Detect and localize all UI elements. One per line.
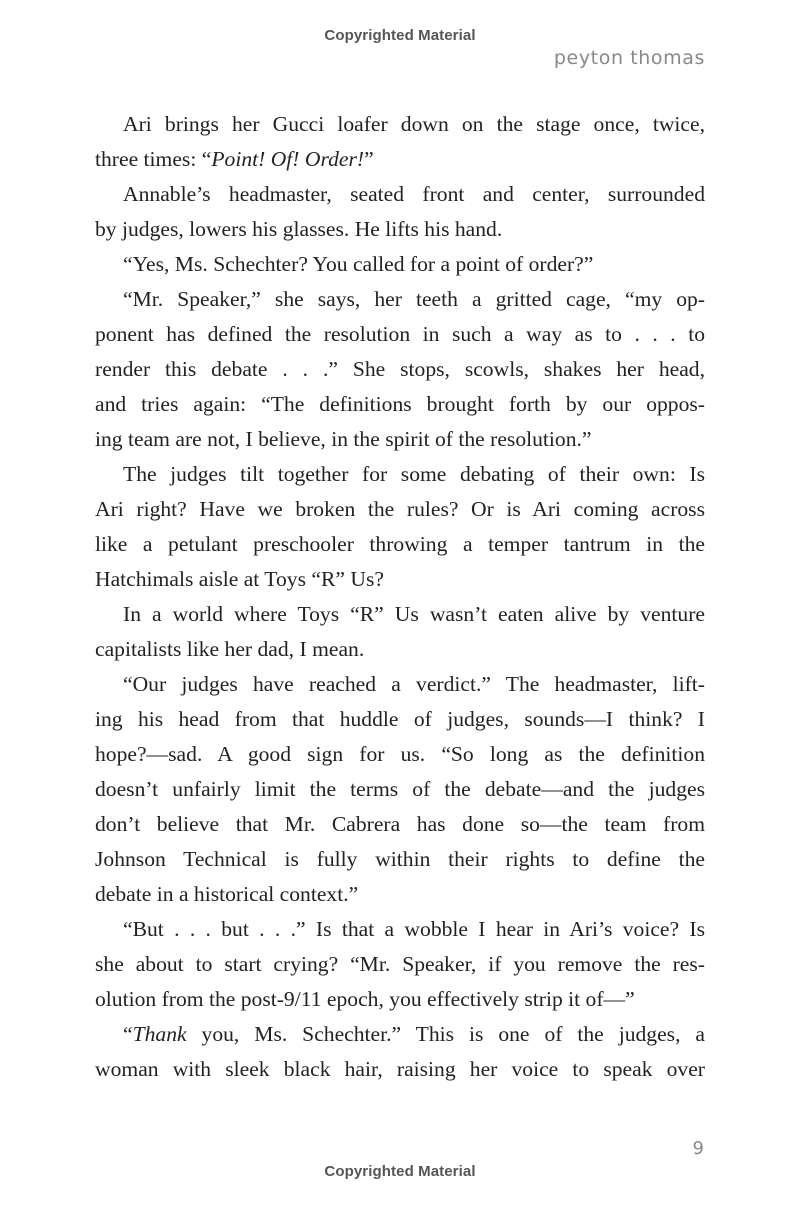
text-line — [95, 107, 705, 142]
text-segment: debate in a historical context.” — [95, 882, 359, 906]
text-line — [95, 527, 705, 562]
text-segment: “Our judges have reached a verdict.” The headmaster, lift- — [123, 672, 705, 696]
text-line — [95, 597, 705, 632]
text-line — [95, 947, 705, 982]
text-line — [95, 177, 705, 212]
text-line — [95, 387, 705, 422]
text-segment: three times: “ — [95, 147, 212, 171]
text-line — [95, 807, 705, 842]
text-segment: Hatchimals aisle at Toys “R” Us? — [95, 567, 384, 591]
text-segment: hope?—sad. A good sign for us. “So long as the definition — [95, 742, 705, 766]
copyright-notice-bottom: Copyrighted Material — [324, 1163, 476, 1180]
text-segment: Ari brings her Gucci loafer down on the stage once, twice, — [123, 112, 705, 136]
copyright-notice-top: Copyrighted Material — [324, 27, 476, 44]
text-segment: doesn’t unfairly limit the terms of the debate—and the judges — [95, 777, 705, 801]
text-segment: don’t believe that Mr. Cabrera has done so—the team from — [95, 812, 705, 836]
text-segment: In a world where Toys “R” Us wasn’t eaten alive by venture — [123, 602, 705, 626]
text-line — [95, 282, 705, 317]
text-line — [95, 772, 705, 807]
text-segment: “Yes, Ms. Schechter? You called for a point of order?” — [123, 252, 594, 276]
text-line — [95, 457, 705, 492]
body-text — [95, 107, 705, 1087]
text-segment: like a petulant preschooler throwing a temper tantrum in the — [95, 532, 705, 556]
text-line — [95, 842, 705, 877]
text-line — [95, 667, 705, 702]
text-line — [95, 317, 705, 352]
italic-text: Point! Of! Order! — [211, 147, 365, 171]
text-segment: “ — [123, 1022, 133, 1046]
text-line — [95, 1052, 705, 1087]
text-segment: Johnson Technical is fully within their rights to define the — [95, 847, 705, 871]
text-line — [95, 492, 705, 527]
text-segment: and tries again: “The definitions brought forth by our oppos- — [95, 392, 705, 416]
text-line — [95, 562, 705, 597]
text-segment: by judges, lowers his glasses. He lifts his hand. — [95, 217, 503, 241]
text-line — [95, 912, 705, 947]
text-segment: Annable’s headmaster, seated front and center, surrounded — [123, 182, 705, 206]
text-line — [95, 1017, 705, 1052]
italic-text: Thank — [132, 1022, 187, 1046]
text-segment: The judges tilt together for some debating of their own: Is — [123, 462, 705, 486]
text-line — [95, 422, 705, 457]
text-line — [95, 737, 705, 772]
text-segment: ing team are not, I believe, in the spirit of the resolution.” — [95, 427, 592, 451]
text-line — [95, 352, 705, 387]
text-line — [95, 702, 705, 737]
text-segment: olution from the post-9/11 epoch, you effectively strip it of—” — [95, 987, 635, 1011]
text-segment: “Mr. Speaker,” she says, her teeth a gritted cage, “my op- — [123, 287, 705, 311]
text-line — [95, 632, 705, 667]
text-segment: woman with sleek black hair, raising her voice to speak over — [95, 1057, 705, 1081]
text-segment: Ari right? Have we broken the rules? Or is Ari coming across — [95, 497, 705, 521]
text-line — [95, 142, 705, 177]
text-segment: capitalists like her dad, I mean. — [95, 637, 365, 661]
text-segment: render this debate . . .” She stops, scowls, shakes her head, — [95, 357, 705, 381]
text-segment: “But . . . but . . .” Is that a wobble I hear in Ari’s voice? Is — [123, 917, 705, 941]
text-segment: ” — [364, 147, 374, 171]
text-line — [95, 212, 705, 247]
page-number: 9 — [692, 1138, 704, 1159]
running-head-author: peyton thomas — [553, 47, 705, 69]
text-line — [95, 247, 705, 282]
text-line — [95, 877, 705, 912]
text-segment: ponent has defined the resolution in such a way as to . . . to — [95, 322, 705, 346]
text-segment: she about to start crying? “Mr. Speaker, if you remove the res- — [95, 952, 705, 976]
text-line — [95, 982, 705, 1017]
text-segment: you, Ms. Schechter.” This is one of the judges, a — [186, 1022, 705, 1046]
text-segment: ing his head from that huddle of judges, sounds—I think? I — [95, 707, 705, 731]
